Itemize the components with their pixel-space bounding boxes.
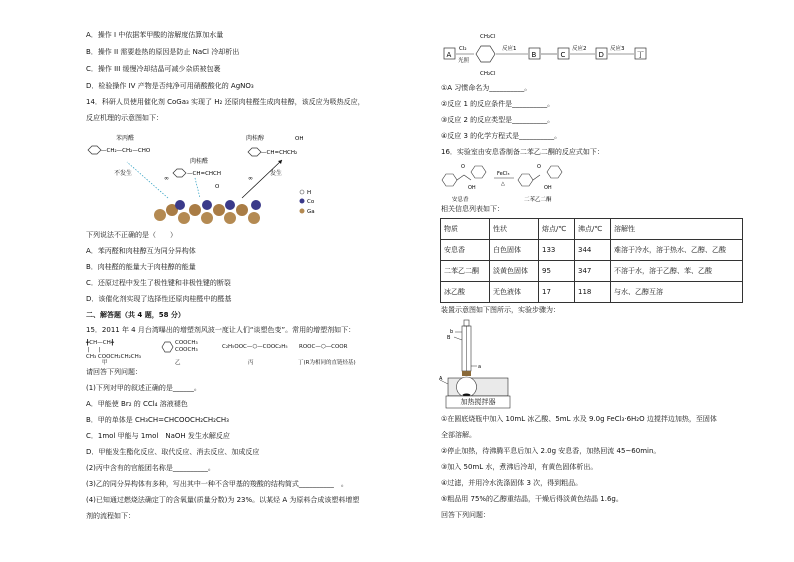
q13-option-a: A．操作 I 中依据苯甲酸的溶解度估算加水量 <box>86 31 224 39</box>
reaction-mechanism-diagram <box>80 130 330 230</box>
flow-ch2cl-bottom: CH₂Cl <box>480 71 496 77</box>
label-a: A <box>439 376 443 382</box>
flow-light: 光照 <box>458 58 470 64</box>
table-cell: 17 <box>539 282 575 303</box>
table-header: 物质 <box>441 219 490 240</box>
flow-c: C <box>560 51 566 59</box>
product-label: 二苯乙二酮 <box>524 197 552 203</box>
table-row <box>441 282 743 303</box>
q15-1-option-b: B．甲的单体是 CH₃CH=CHCOOCH₂CH₂CH₃ <box>86 416 229 424</box>
label-port-b: b <box>450 329 454 335</box>
structure-jia: ╋CH—CH╋ | | CH₃ COOCH₂CH₂CH₃ <box>86 340 141 360</box>
label-ding: 丁(R为相同的直链烃基) <box>298 360 356 366</box>
svg-text:∞: ∞ <box>164 175 169 182</box>
flow-ding: 丁 <box>637 51 644 59</box>
q15-4-item-2: ②反应 1 的反应条件是__________。 <box>441 100 555 108</box>
label-heating-stirrer: 加热搅拌器 <box>460 398 496 406</box>
label-port-a: a <box>478 364 482 370</box>
svg-text:O: O <box>461 164 465 170</box>
table-cell: 安息香 <box>441 240 490 261</box>
label-benzenepropanal: 苯丙醛 <box>116 135 135 142</box>
q15-4-item-4: ④反应 3 的化学方程式是__________。 <box>441 132 562 140</box>
label-jia: 甲 <box>102 360 108 366</box>
structure-yi: COOCH₃ COOCH₃ <box>175 340 198 353</box>
q15-part-2: (2)丙中含有的官能团名称是__________。 <box>86 464 215 472</box>
table-cell: 与水、乙醇互溶 <box>611 282 743 303</box>
svg-text:∞: ∞ <box>248 175 253 182</box>
table-cell: 不溶于水，溶于乙醇、苯、乙酸 <box>611 261 743 282</box>
table-header: 沸点/℃ <box>575 219 611 240</box>
q15-part-1: (1)下列对甲的叙述正确的是______。 <box>86 384 201 392</box>
table-cell: 淡黄色固体 <box>490 261 539 282</box>
section-heading: 二、解答题（共 4 题，58 分） <box>86 311 185 319</box>
label-oh: OH <box>295 136 304 142</box>
benzene-ring-icon <box>476 46 495 62</box>
label-o: O <box>215 184 220 190</box>
structure-bing: C₂H₅OOC—⬡—COOC₂H₅ <box>222 344 288 350</box>
q16-stem: 16．实验室由安息香制备二苯乙二酮的反应式如下： <box>441 148 604 156</box>
q15-part-4: (4)已知通过燃烧法确定丁的含氧量(质量分数)为 23%。以某烃 A 为原料合成该塑料增塑 <box>86 496 360 504</box>
flow-cl2: Cl₂ <box>459 46 467 52</box>
flow-ch2cl-top: CH₂Cl <box>480 34 496 40</box>
benzene-ring-icon <box>88 146 101 154</box>
svg-text:OH: OH <box>468 185 476 191</box>
q13-option-d: D．检验操作 IV 产物是否纯净可用硝酸酸化的 AgNO₃ <box>86 82 254 90</box>
q15-4-item-3: ③反应 2 的反应类型是__________。 <box>441 116 555 124</box>
label-b: B <box>447 335 451 341</box>
flow-reaction-2: 反应2 <box>572 46 587 52</box>
reactant-label: 安息香 <box>452 197 469 203</box>
q14-question: 下列说法不正确的是（ ） <box>86 231 177 239</box>
table-header: 熔点/℃ <box>539 219 575 240</box>
q15-answer-intro: 请回答下列问题： <box>86 368 142 376</box>
answer-intro: 回答下列问题： <box>441 511 490 519</box>
label-bing: 丙 <box>248 360 254 366</box>
legend-co: Co <box>307 199 315 205</box>
table-cell: 白色固体 <box>490 240 539 261</box>
q14-stem-2: 反应机理的示意图如下： <box>86 114 163 122</box>
flow-b: B <box>531 51 537 59</box>
properties-table <box>440 218 743 303</box>
reagent-label: FeCl₃ <box>497 171 510 177</box>
step-5: ⑤粗品用 75%的乙醇重结晶，干燥后得淡黄色结晶 1.6g。 <box>441 495 623 503</box>
table-header-row <box>441 219 743 240</box>
q15-1-option-a: A．甲能使 Br₂ 的 CCl₄ 溶液褪色 <box>86 400 188 408</box>
synthesis-flow-diagram <box>440 30 680 80</box>
benzene-ring-icon <box>160 340 174 354</box>
q15-part-4-cont: 剂的流程如下： <box>86 512 135 520</box>
step-2: ②停止加热，待沸腾平息后加入 2.0g 安息香，加热回流 45~60min。 <box>441 447 661 455</box>
table-cell: 95 <box>539 261 575 282</box>
svg-text:OH: OH <box>544 185 552 191</box>
svg-text:O: O <box>537 164 541 170</box>
table-row <box>441 261 743 282</box>
label-cinnamyl-alcohol: 肉桂醇 <box>246 135 265 142</box>
q13-option-c: C．操作 III 缓慢冷却结晶可减少杂质被包裹 <box>86 65 221 73</box>
label-not-occur: 不发生 <box>114 170 133 177</box>
table-cell: 344 <box>575 240 611 261</box>
formula-jia: CH₃ COOCH₂CH₂CH₃ <box>86 354 141 360</box>
benzoin-reaction-diagram <box>440 160 580 205</box>
table-header: 溶解性 <box>611 219 743 240</box>
benzene-ring-icon <box>173 169 186 177</box>
heat-label: △ <box>501 181 505 187</box>
table-row <box>441 240 743 261</box>
q14-option-b: B．肉桂醛的能量大于肉桂醇的能量 <box>86 263 196 271</box>
q13-option-b: B．操作 II 需要趁热的原因是防止 NaCl 冷却析出 <box>86 48 240 56</box>
q14-stem: 14．科研人员使用催化剂 CoGa₃ 实现了 H₂ 还原肉桂醛生成肉桂醇，该反应为吸热反应， <box>86 98 365 106</box>
label-cinnamaldehyde: 肉桂醛 <box>190 158 209 165</box>
step-3: ③加入 50mL 水，煮沸后冷却，有黄色固体析出。 <box>441 463 598 471</box>
legend-h: H <box>307 190 312 196</box>
step-1: ①在圆底烧瓶中加入 10mL 冰乙酸、5mL 水及 9.0g FeCl₃·6H₂O 边搅拌边加热，至固体 <box>441 415 717 423</box>
flow-d: D <box>598 51 604 59</box>
q15-part-3: (3)乙的同分异构体有多种，写出其中一种不含甲基的羧酸的结构简式__________ 。 <box>86 480 348 488</box>
step-1-cont: 全部溶解。 <box>441 431 476 439</box>
table-cell: 133 <box>539 240 575 261</box>
table-cell: 冰乙酸 <box>441 282 490 303</box>
benzene-ring-icon <box>248 148 261 156</box>
flow-reaction-3: 反应3 <box>610 46 625 52</box>
table-cell: 二苯乙二酮 <box>441 261 490 282</box>
structure-ding: ROOC—⬡—COOR <box>299 344 348 350</box>
table-intro: 相关信息列表如下： <box>441 205 504 213</box>
catalyst-surface <box>154 200 261 224</box>
label-yi: 乙 <box>175 360 181 366</box>
label-occur: 发生 <box>270 170 283 177</box>
table-header: 性状 <box>490 219 539 240</box>
flow-a: A <box>446 51 452 59</box>
q14-option-a: A．苯丙醛和肉桂醇互为同分异构体 <box>86 247 196 255</box>
table-cell: 难溶于冷水，溶于热水、乙醇、乙酸 <box>611 240 743 261</box>
q15-stem: 15．2011 年 4 月台湾曝出的增塑剂风波一度让人们“谈塑色变”。常用的增塑剂如下： <box>86 326 356 334</box>
q14-option-c: C．还原过程中发生了极性键和非极性键的断裂 <box>86 279 231 287</box>
table-cell: 无色液体 <box>490 282 539 303</box>
apparatus-intro: 装置示意图如下图所示，实验步骤为： <box>441 306 560 314</box>
table-cell: 118 <box>575 282 611 303</box>
formula-benzenepropanal: —CH₂—CH₂—CHO <box>101 148 151 154</box>
formula-cinnamaldehyde: —CH=CHCH <box>187 171 222 177</box>
q15-1-option-c: C．1mol 甲能与 1mol NaOH 发生水解反应 <box>86 432 230 440</box>
q15-1-option-d: D．甲能发生酯化反应、取代反应、消去反应、加成反应 <box>86 448 260 456</box>
legend-ga: Ga <box>307 209 315 215</box>
step-4: ④过滤，并用冷水洗涤固体 3 次，得到粗品。 <box>441 479 583 487</box>
q14-option-d: D．该催化剂实现了选择性还原肉桂醛中的醛基 <box>86 295 232 303</box>
table-cell: 347 <box>575 261 611 282</box>
q15-4-item-1: ①A 习惯命名为__________。 <box>441 84 532 92</box>
formula-cinnamyl-alcohol: —CH=CHCH₂ <box>261 150 298 156</box>
flow-reaction-1: 反应1 <box>502 46 517 52</box>
